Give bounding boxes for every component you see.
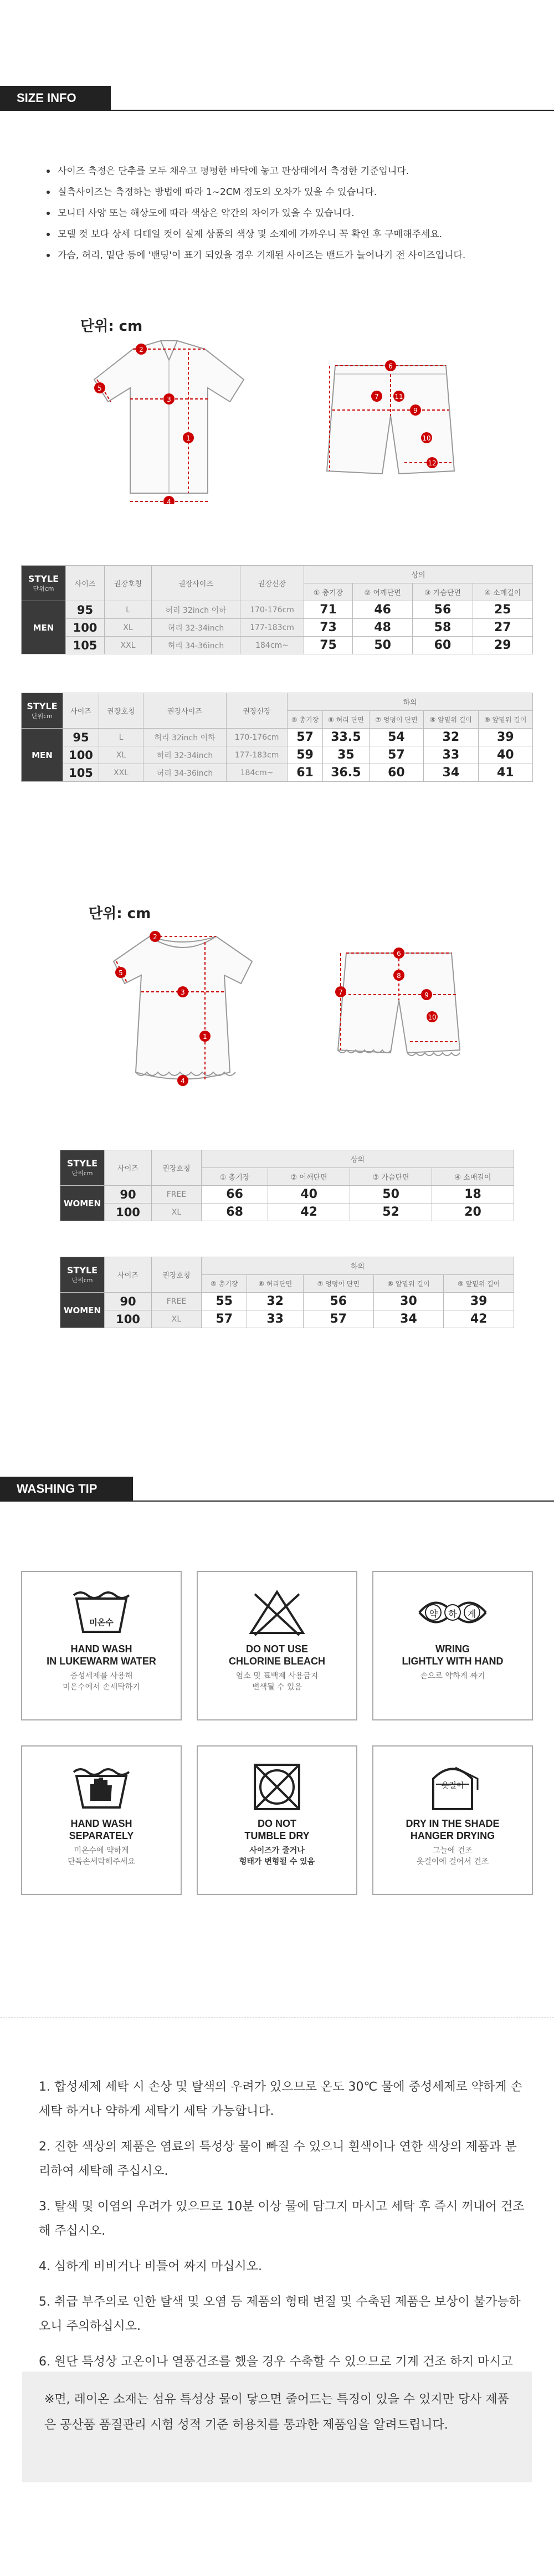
icon-caption: 약 하 게 <box>429 1609 476 1619</box>
rec-size-cell: 허리 34-36inch <box>152 637 240 654</box>
measure-header: ⑧ 알밑위 길이 <box>373 1275 444 1293</box>
svg-text:5: 5 <box>98 385 102 392</box>
measure-header: ⑥ 허리 단면 <box>323 711 370 729</box>
group-header: 상의 <box>304 566 533 583</box>
height-cell: 170-176cm <box>240 601 304 619</box>
style-header: STYLE 단위cm <box>60 1257 105 1293</box>
measure-header: ⑦ 엉덩이 단면 <box>303 1275 373 1293</box>
care-item: 6. 원단 특성상 고온이나 열풍건조를 했을 경우 수축할 수 있으므로 기계 건조 하지 마시고 <box>39 2355 513 2369</box>
size-cell: 105 <box>63 764 99 782</box>
wash-desc: 중성세제를 사용해 미온수에서 손세탁하기 <box>63 1672 140 1692</box>
care-item: 2. 진한 색상의 제품은 염료의 특성상 물이 빠질 수 있으니 흰색이나 연한 색상의 제품과 분리하여 세탁해 주십시오. <box>39 2140 517 2178</box>
svg-text:4: 4 <box>181 1077 185 1085</box>
rec-size-cell: 허리 32-34inch <box>143 746 227 764</box>
value-cell: 34 <box>424 764 478 782</box>
value-cell: 27 <box>473 619 532 637</box>
value-cell: 50 <box>350 1186 432 1204</box>
style-header: STYLE 단위cm <box>22 693 63 729</box>
size-cell: 100 <box>66 619 105 637</box>
hand-wash-separately-icon <box>71 1762 132 1812</box>
value-cell: 57 <box>202 1310 247 1328</box>
no-bleach-icon <box>247 1587 307 1637</box>
value-cell: 18 <box>432 1186 514 1204</box>
size-cell: 90 <box>105 1186 152 1204</box>
fit-cell: FREE <box>152 1186 202 1204</box>
size-note: 실측사이즈는 측정하는 방법에 따라 1~2CM 정도의 오차가 있을 수 있습니다. <box>44 182 532 203</box>
table-row <box>22 764 533 782</box>
fit-cell: L <box>99 729 143 746</box>
fit-cell: XL <box>105 619 152 637</box>
value-cell: 30 <box>373 1293 444 1310</box>
wash-card-hand-wash-separately <box>21 1745 182 1895</box>
wash-title: HAND WASH IN LUKEWARM WATER <box>47 1643 156 1667</box>
fit-cell: XXL <box>99 764 143 782</box>
col-header: 권장호칭 <box>152 1150 202 1186</box>
col-header: 사이즈 <box>66 566 105 601</box>
wash-desc: 미온수에 약하게 단독손세탁해주세요 <box>68 1846 135 1866</box>
gender-cell: WOMEN <box>60 1293 105 1328</box>
svg-text:7: 7 <box>375 393 379 401</box>
wash-card-no-bleach <box>197 1571 357 1720</box>
value-cell: 36.5 <box>323 764 370 782</box>
value-cell: 59 <box>288 746 323 764</box>
care-item: 5. 취급 부주의로 인한 탈색 및 오염 등 제품의 형태 변질 및 수축된 제품은 보상이 불가능하오니 주의하십시오. <box>39 2295 521 2333</box>
wash-title: DO NOT TUMBLE DRY <box>244 1818 310 1841</box>
svg-text:5: 5 <box>119 969 123 977</box>
size-cell: 105 <box>66 637 105 654</box>
table-row <box>22 601 533 619</box>
value-cell: 35 <box>323 746 370 764</box>
value-cell: 54 <box>369 729 423 746</box>
measure-header: ④ 소매길이 <box>432 1168 514 1186</box>
care-item: 4. 심하게 비비거나 비틀어 짜지 마십시오. <box>39 2260 262 2273</box>
measure-header: ⑧ 알밑위 길이 <box>424 711 478 729</box>
measure-header: ⑨ 앞밑위 길이 <box>478 711 532 729</box>
value-cell: 29 <box>473 637 532 654</box>
height-cell: 170-176cm <box>227 729 288 746</box>
rec-size-cell: 허리 32inch 이하 <box>143 729 227 746</box>
value-cell: 46 <box>353 601 413 619</box>
fit-cell: XL <box>152 1310 202 1328</box>
svg-text:3: 3 <box>181 989 185 996</box>
height-cell: 177-183cm <box>227 746 288 764</box>
measure-header: ① 총기장 <box>202 1168 268 1186</box>
value-cell: 57 <box>369 746 423 764</box>
col-header: 권장호칭 <box>99 693 143 729</box>
col-header: 사이즈 <box>105 1257 152 1293</box>
col-header: 사이즈 <box>105 1150 152 1186</box>
men-top-size-table <box>21 565 533 654</box>
material-notice: ※면, 레이온 소재는 섬유 특성상 물이 닿으면 줄어드는 특징이 있을 수 있지만 당사 제품은 공산품 품질관리 시험 성적 기준 허용치를 통과한 제품임을 알려드립니다. <box>22 2372 532 2482</box>
rec-size-cell: 허리 32-34inch <box>152 619 240 637</box>
svg-text:3: 3 <box>167 396 171 403</box>
col-header: 권장사이즈 <box>152 566 240 601</box>
size-cell: 100 <box>105 1310 152 1328</box>
value-cell: 25 <box>473 601 532 619</box>
no-tumble-dry-icon <box>249 1762 305 1812</box>
value-cell: 57 <box>303 1310 373 1328</box>
value-cell: 33.5 <box>323 729 370 746</box>
height-cell: 184cm~ <box>240 637 304 654</box>
size-info-divider <box>0 110 554 111</box>
measure-header: ① 총기장 <box>304 583 353 601</box>
size-cell: 100 <box>63 746 99 764</box>
svg-text:1: 1 <box>203 1033 207 1041</box>
care-item: 3. 탈색 및 이염의 우려가 있으므로 10분 이상 물에 담그지 마시고 세탁 후 즉시 꺼내어 건조해 주십시오. <box>39 2200 525 2238</box>
col-header: 사이즈 <box>63 693 99 729</box>
women-bottom-size-table <box>60 1257 514 1328</box>
height-cell: 184cm~ <box>227 764 288 782</box>
value-cell: 32 <box>424 729 478 746</box>
value-cell: 71 <box>304 601 353 619</box>
table-row <box>22 619 533 637</box>
svg-text:10: 10 <box>422 434 431 442</box>
value-cell: 39 <box>478 729 532 746</box>
value-cell: 34 <box>373 1310 444 1328</box>
fit-cell: L <box>105 601 152 619</box>
table-row <box>60 1186 514 1204</box>
care-instructions-list <box>39 2075 526 2410</box>
icon-caption: 옷걸이 <box>441 1781 464 1790</box>
wash-card-wring-lightly <box>372 1571 533 1720</box>
icon-caption: 미온수 <box>89 1617 114 1627</box>
value-cell: 32 <box>247 1293 303 1310</box>
value-cell: 40 <box>268 1186 350 1204</box>
value-cell: 56 <box>413 601 473 619</box>
size-cell: 100 <box>105 1204 152 1221</box>
value-cell: 60 <box>369 764 423 782</box>
wash-desc: 염소 및 표백제 사용금지 변색될 수 있음 <box>235 1672 319 1692</box>
value-cell: 20 <box>432 1204 514 1221</box>
svg-text:8: 8 <box>397 972 401 980</box>
wash-desc: 사이즈가 줄거나 형태가 변형될 수 있음 <box>239 1846 315 1866</box>
unit-label-men: 단위: cm <box>80 318 143 335</box>
col-header: 권장호칭 <box>105 566 152 601</box>
svg-text:12: 12 <box>428 459 437 467</box>
women-top-size-table <box>60 1150 514 1221</box>
table-row <box>22 637 533 654</box>
svg-text:10: 10 <box>428 1013 437 1021</box>
wash-card-hand-wash-lukewarm <box>21 1571 182 1720</box>
measure-header: ⑦ 엉덩이 단면 <box>369 711 423 729</box>
washing-tip-divider <box>0 1500 554 1502</box>
size-cell: 95 <box>66 601 105 619</box>
table-row <box>22 746 533 764</box>
size-note: 모니터 사양 또는 해상도에 따라 색상은 약간의 차이가 있을 수 있습니다. <box>44 203 532 224</box>
wash-title: HAND WASH SEPARATELY <box>69 1818 134 1841</box>
value-cell: 33 <box>424 746 478 764</box>
size-cell: 90 <box>105 1293 152 1310</box>
rec-size-cell: 허리 34-36inch <box>143 764 227 782</box>
rec-size-cell: 허리 32inch 이하 <box>152 601 240 619</box>
size-info-header: SIZE INFO <box>0 86 111 110</box>
measure-header: ③ 가슴단면 <box>350 1168 432 1186</box>
wash-title: DRY IN THE SHADE HANGER DRYING <box>406 1818 500 1841</box>
washing-tip-header: WASHING TIP <box>0 1477 133 1501</box>
value-cell: 33 <box>247 1310 303 1328</box>
fit-cell: XL <box>99 746 143 764</box>
value-cell: 39 <box>444 1293 514 1310</box>
value-cell: 42 <box>268 1204 350 1221</box>
value-cell: 58 <box>413 619 473 637</box>
measure-header: ④ 소매길이 <box>473 583 532 601</box>
measure-header: ② 어깨단면 <box>268 1168 350 1186</box>
measure-header: ⑥ 허리단면 <box>247 1275 303 1293</box>
wash-title: WRING LIGHTLY WITH HAND <box>402 1643 504 1667</box>
women-shorts-diagram <box>332 942 465 1069</box>
value-cell: 48 <box>353 619 413 637</box>
svg-text:9: 9 <box>424 991 429 999</box>
wash-card-hanger-dry <box>372 1745 533 1895</box>
svg-text:2: 2 <box>153 933 157 941</box>
svg-text:6: 6 <box>397 950 401 957</box>
table-row <box>60 1204 514 1221</box>
wash-desc: 손으로 약하게 짜기 <box>420 1672 485 1681</box>
measure-header: ⑨ 앞밑위 길이 <box>444 1275 514 1293</box>
svg-text:6: 6 <box>388 362 393 370</box>
measure-header: ② 어깨단면 <box>353 583 413 601</box>
gender-cell: MEN <box>22 601 66 654</box>
value-cell: 61 <box>288 764 323 782</box>
value-cell: 75 <box>304 637 353 654</box>
unit-label-women: 단위: cm <box>89 905 151 922</box>
value-cell: 68 <box>202 1204 268 1221</box>
hand-wash-lukewarm-icon <box>71 1587 132 1637</box>
svg-text:4: 4 <box>167 498 171 504</box>
style-header: STYLE 단위cm <box>60 1150 105 1186</box>
col-header: 권장신장 <box>227 693 288 729</box>
value-cell: 41 <box>478 764 532 782</box>
svg-text:9: 9 <box>413 407 418 414</box>
height-cell: 177-183cm <box>240 619 304 637</box>
svg-text:11: 11 <box>394 393 403 401</box>
col-header: 권장호칭 <box>152 1257 202 1293</box>
men-shirt-diagram <box>78 327 260 504</box>
size-note: 사이즈 측정은 단추를 모두 채우고 평평한 바닥에 놓고 판상태에서 측정한 기준입니다. <box>44 161 532 182</box>
care-item: 1. 합성세제 세탁 시 손상 및 탈색의 우려가 있으므로 온도 30℃ 물에 중성세제로 약하게 손세탁 하거나 약하게 세탁기 세탁 가능합니다. <box>39 2080 522 2118</box>
value-cell: 42 <box>444 1310 514 1328</box>
svg-text:7: 7 <box>338 989 343 996</box>
size-note: 모델 컷 보다 상세 디테일 컷이 실제 상품의 색상 및 소재에 가까우니 꼭 확인 후 구매해주세요. <box>44 224 532 245</box>
wash-desc: 그늘에 건조 옷걸이에 걸어서 건조 <box>416 1846 489 1866</box>
value-cell: 73 <box>304 619 353 637</box>
men-shorts-diagram <box>321 355 460 488</box>
value-cell: 57 <box>288 729 323 746</box>
gender-cell: WOMEN <box>60 1186 105 1221</box>
group-header: 하의 <box>202 1257 514 1275</box>
fit-cell: FREE <box>152 1293 202 1310</box>
value-cell: 56 <box>303 1293 373 1310</box>
measure-header: ③ 가슴단면 <box>413 583 473 601</box>
col-header: 권장신장 <box>240 566 304 601</box>
fit-cell: XXL <box>105 637 152 654</box>
group-header: 상의 <box>202 1150 514 1168</box>
size-note: 가슴, 허리, 밑단 등에 '밴딩'이 표기 되었을 경우 기재된 사이즈는 밴드가 늘어나기 전 사이즈입니다. <box>44 245 532 266</box>
size-notes-list <box>44 161 532 266</box>
style-header: STYLE 단위cm <box>22 566 66 601</box>
value-cell: 66 <box>202 1186 268 1204</box>
value-cell: 50 <box>353 637 413 654</box>
table-row <box>60 1293 514 1310</box>
col-header: 권장사이즈 <box>143 693 227 729</box>
wash-title: DO NOT USE CHLORINE BLEACH <box>229 1643 325 1667</box>
gender-cell: MEN <box>22 729 63 782</box>
value-cell: 52 <box>350 1204 432 1221</box>
svg-text:2: 2 <box>139 346 143 354</box>
wash-card-no-tumble-dry <box>197 1745 357 1895</box>
value-cell: 55 <box>202 1293 247 1310</box>
svg-text:1: 1 <box>186 434 191 442</box>
value-cell: 60 <box>413 637 473 654</box>
women-blouse-diagram <box>100 920 266 1092</box>
men-bottom-size-table <box>21 693 533 782</box>
table-row <box>22 729 533 746</box>
group-header: 하의 <box>288 693 533 711</box>
table-row <box>60 1310 514 1328</box>
measure-header: ⑤ 총기장 <box>202 1275 247 1293</box>
measure-header: ⑤ 총기장 <box>288 711 323 729</box>
value-cell: 40 <box>478 746 532 764</box>
size-cell: 95 <box>63 729 99 746</box>
fit-cell: XL <box>152 1204 202 1221</box>
